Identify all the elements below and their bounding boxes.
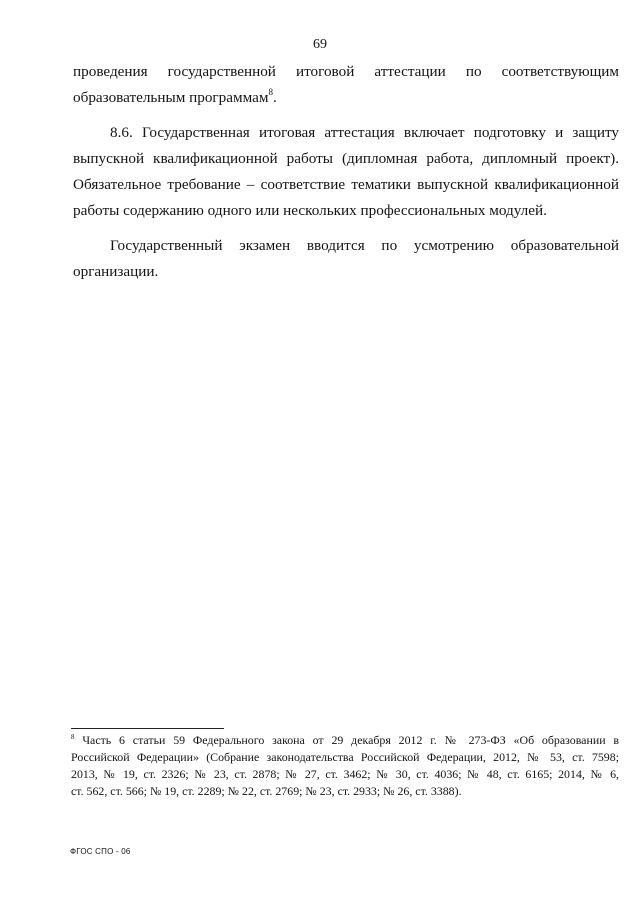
paragraph-3-line-1: Государственный экзамен вводится по усмотрению образовательной <box>110 237 619 254</box>
footnote-line-1 <box>71 732 619 749</box>
paragraph-1-line-2-text: образовательным программам <box>73 89 269 106</box>
document-code-footer: ФГОС СПО - 06 <box>70 847 131 856</box>
paragraph-3-line-2: организации. <box>73 263 159 280</box>
footnote-marker: 8 <box>71 733 75 741</box>
paragraph-1-line-2-end: . <box>272 89 277 106</box>
page-number: 69 <box>313 37 327 52</box>
footnote-line-2: Российской Федерации» (Собрание законодательства Российской Федерации, 2012, № 53, ст. 7598; <box>71 750 619 764</box>
footnote <box>71 732 619 800</box>
footnote-divider <box>71 728 224 729</box>
footnote-reference: 8 <box>268 87 273 97</box>
paragraph-2-line-3: Обязательное требование – соответствие тематики выпускной квалификационной <box>73 176 619 193</box>
paragraph-1-line-2 <box>73 85 619 111</box>
paragraph-2-line-4: работы содержанию одного или нескольких профессиональных модулей. <box>73 202 547 219</box>
paragraph-2-line-1: 8.6. Государственная итоговая аттестация включает подготовку и защиту <box>110 124 619 141</box>
footnote-line-1-text: Часть 6 статьи 59 Федерального закона от 29 декабря 2012 г. № 273-ФЗ «Об образовании в <box>82 733 619 747</box>
paragraph-1-line-1: проведения государственной итоговой аттестации по соответствующим <box>73 63 619 80</box>
footnote-line-4: ст. 562, ст. 566; № 19, ст. 2289; № 22, ст. 2769; № 23, ст. 2933; № 26, ст. 3388). <box>71 784 462 798</box>
body-text <box>73 59 619 285</box>
footnote-line-3: 2013, № 19, ст. 2326; № 23, ст. 2878; № 27, ст. 3462; № 30, ст. 4036; № 48, ст. 6165; 2014, № 6, <box>71 767 619 781</box>
paragraph-2-line-2: выпускной квалификационной работы (дипломная работа, дипломный проект). <box>73 150 619 167</box>
